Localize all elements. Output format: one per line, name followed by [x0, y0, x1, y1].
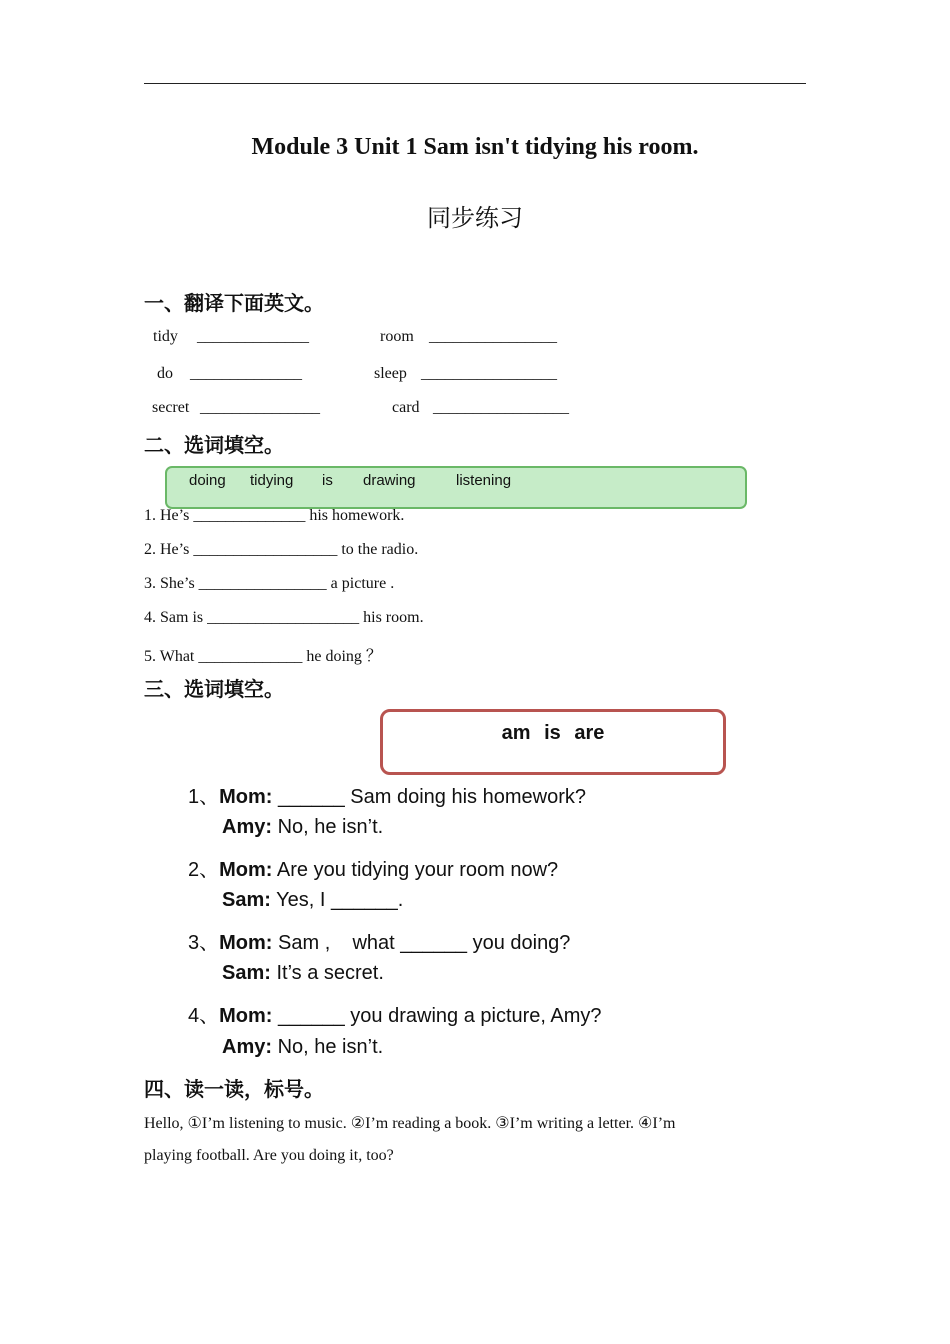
fill-sentence: 3. She’s ________________ a picture . [144, 575, 395, 592]
dialogue-line [222, 1036, 383, 1059]
dialogue-text: It’s a secret. [270, 962, 384, 984]
word-choices: am is are [501, 722, 605, 744]
fill-sentence: 2. He’s __________________ to the radio. [144, 541, 419, 558]
dialogue-number: 1、 [188, 786, 220, 808]
dialogue-text: No, he isn’t. [272, 1036, 384, 1058]
speaker: Sam: [222, 962, 271, 984]
dialogue-text: ______ you drawing a picture, Amy? [272, 1005, 602, 1027]
reading-text-line: Hello, ①I’m listening to music. ②I’m reading a book. ③I’m writing a letter. ④I’m [144, 1115, 676, 1132]
dialogue-line [222, 889, 403, 912]
section4-heading: 四、读一读，标号。 [144, 1077, 324, 1101]
vocab-blank[interactable]: ________________ [429, 328, 557, 345]
section2-heading: 二、选词填空。 [144, 433, 284, 457]
dialogue-line [222, 816, 383, 839]
word-bank-word: doing [189, 472, 226, 489]
dialogue-number: 2、 [188, 859, 220, 881]
fill-sentence: 1. He’s ______________ his homework. [144, 507, 405, 524]
vocab-word: room [380, 328, 414, 345]
word-bank-word: is [322, 472, 333, 489]
dialogue-text: No, he isn’t. [272, 816, 384, 838]
speaker: Mom: [219, 786, 273, 808]
vocab-blank[interactable]: _______________ [200, 399, 320, 416]
dialogue-text: ______ Sam doing his homework? [272, 786, 586, 808]
page-subtitle: 同步练习 [427, 204, 523, 232]
word-choice-box [380, 709, 726, 775]
vocab-word: secret [152, 399, 190, 416]
vocab-word: card [392, 399, 420, 416]
dialogue-text: Sam , what ______ you doing? [272, 932, 571, 954]
top-rule [144, 83, 806, 84]
section3-heading: 三、选词填空。 [144, 677, 284, 701]
vocab-word: do [157, 365, 173, 382]
dialogue-number: 3、 [188, 932, 220, 954]
dialogue-line [222, 962, 384, 985]
vocab-word: tidy [153, 328, 178, 345]
dialogue-line [188, 780, 586, 809]
fill-sentence: 5. What _____________ he doing ？ [144, 648, 382, 665]
vocab-blank[interactable]: ______________ [190, 365, 302, 382]
dialogue-line [188, 999, 602, 1028]
speaker: Mom: [219, 859, 273, 881]
speaker: Sam: [222, 889, 271, 911]
section1-heading: 一、翻译下面英文。 [144, 291, 324, 315]
dialogue-text: Are you tidying your room now? [272, 859, 559, 881]
vocab-blank[interactable]: _________________ [421, 365, 557, 382]
dialogue-line [188, 926, 570, 955]
word-bank-word: listening [456, 472, 512, 489]
speaker: Amy: [222, 1036, 273, 1058]
speaker: Mom: [219, 932, 273, 954]
dialogue-line [188, 853, 558, 882]
fill-sentence: 4. Sam is ___________________ his room. [144, 609, 424, 626]
vocab-word: sleep [374, 365, 407, 382]
word-bank-word: drawing [363, 472, 416, 489]
word-bank-word: tidying [250, 472, 294, 489]
speaker: Amy: [222, 816, 273, 838]
dialogue-text: Yes, I ______. [270, 889, 404, 911]
reading-text-line: playing football. Are you doing it, too? [144, 1147, 394, 1164]
page-title: Module 3 Unit 1 Sam isn't tidying his room. [251, 134, 699, 160]
speaker: Mom: [219, 1005, 273, 1027]
vocab-blank[interactable]: _________________ [433, 399, 569, 416]
vocab-blank[interactable]: ______________ [197, 328, 309, 345]
dialogue-number: 4、 [188, 1005, 220, 1027]
